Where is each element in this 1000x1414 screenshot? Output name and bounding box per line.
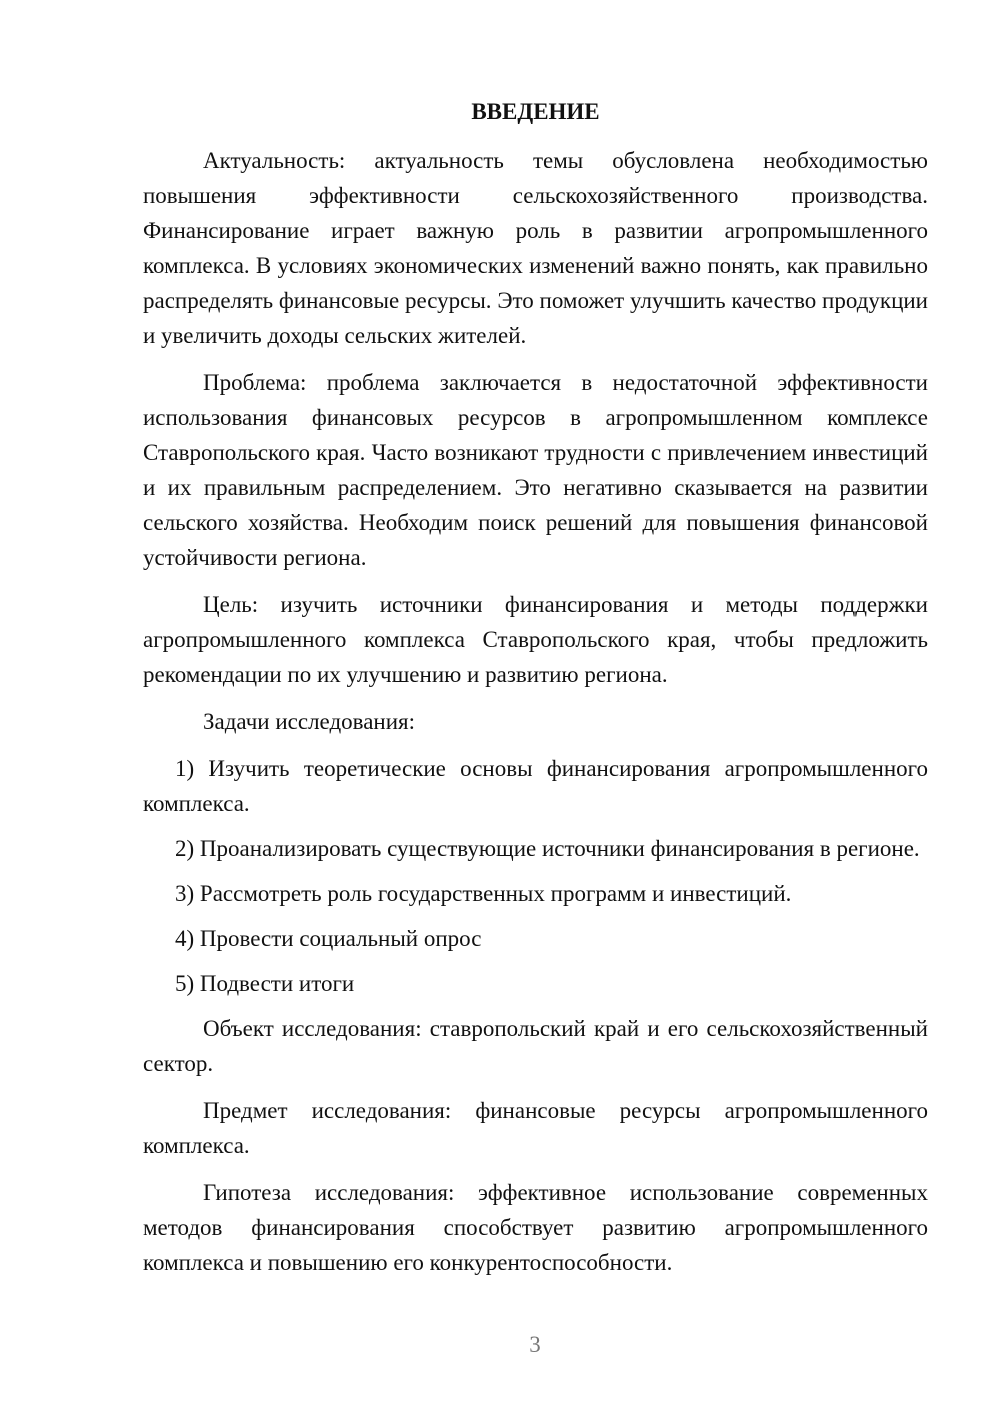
paragraph-goal: Цель: изучить источники финансирования и методы поддержки агропромышленного комплекса Ставропольского края, чтобы предложить рекомендации по их улучшению и развитию региона. [143,592,928,687]
paragraph-subject: Предмет исследования: финансовые ресурсы агропромышленного комплекса. [143,1098,928,1158]
task-item-4: 4) Провести социальный опрос [175,926,482,951]
page-number: 3 [529,1332,541,1357]
section-title: ВВЕДЕНИЕ [471,99,600,124]
task-item-2: 2) Проанализировать существующие источники финансирования в регионе. [175,836,920,861]
paragraph-object: Объект исследования: ставропольский край и его сельскохозяйственный сектор. [143,1016,928,1076]
paragraph-relevance: Актуальность: актуальность темы обусловлена необходимостью повышения эффективности сельскохозяйственного производства. Финансирование играет важную роль в развитии агропромышленного комплекса. В условиях экономических изменений важно понять, как правильно распределять финансовые ресурсы. Это поможет улучшить качество продукции и увеличить доходы сельских жителей. [143,148,928,348]
task-item-1: 1) Изучить теоретические основы финансирования агропромышленного комплекса. [143,756,928,816]
paragraph-hypothesis: Гипотеза исследования: эффективное использование современных методов финансирования способствует развитию агропромышленного комплекса и повышению его конкурентоспособности. [143,1180,928,1275]
tasks-heading: Задачи исследования: [203,709,416,734]
page-content [143,94,928,1292]
task-item-5: 5) Подвести итоги [175,971,355,996]
task-item-3: 3) Рассмотреть роль государственных программ и инвестиций. [175,881,792,906]
paragraph-problem: Проблема: проблема заключается в недостаточной эффективности использования финансовых ресурсов в агропромышленном комплексе Ставропольского края. Часто возникают трудности с привлечением инвестиций и их правильным распределением. Это негативно сказывается на развитии сельского хозяйства. Необходим поиск решений для повышения финансовой устойчивости региона. [143,370,928,570]
